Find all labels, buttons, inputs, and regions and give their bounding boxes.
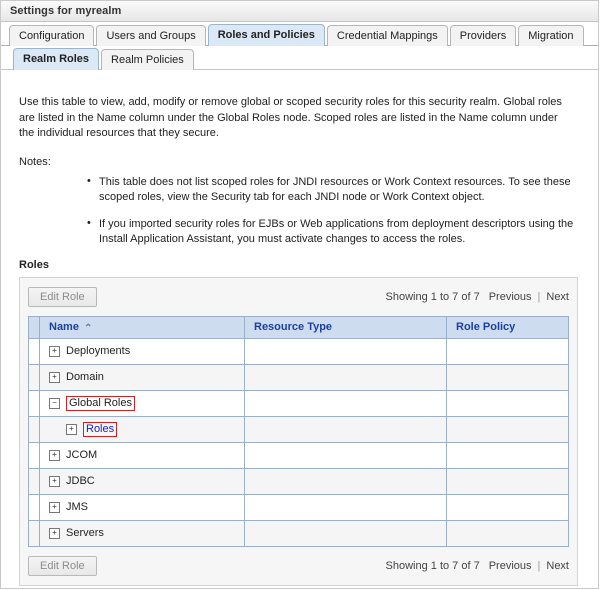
row-resource-type-cell (245, 468, 447, 494)
expander-glyph: + (52, 449, 57, 459)
notes-label: Notes: (19, 155, 51, 168)
pager-separator-bottom: | (537, 559, 541, 572)
tab-migration[interactable]: Migration (518, 25, 583, 46)
row-name-cell (40, 338, 245, 364)
row-resource-type-cell (245, 364, 447, 390)
row-select-cell[interactable] (29, 364, 40, 390)
tree-node (49, 501, 244, 513)
sort-ascending-icon[interactable]: ⌃ (83, 323, 92, 334)
row-select-cell[interactable] (29, 390, 40, 416)
row-select-cell[interactable] (29, 494, 40, 520)
note-item: • This table does not list scoped roles for JNDI resources or Work Context resources. To see these scoped roles, view the Security tab for each JNDI node or Work Context object. (87, 175, 578, 206)
collapse-minus-icon[interactable] (49, 398, 60, 409)
subtab-realm-policies[interactable]: Realm Policies (101, 49, 194, 70)
pager-showing-top: Showing 1 to 7 of 7 (385, 290, 480, 303)
tab-users-and-groups[interactable]: Users and Groups (96, 25, 205, 46)
subtab-realm-roles[interactable]: Realm Roles (13, 48, 99, 70)
window-title: Settings for myrealm (10, 5, 122, 17)
table-row[interactable] (29, 416, 569, 442)
row-resource-type-cell (245, 338, 447, 364)
table-row[interactable] (29, 520, 569, 546)
row-resource-type-cell (245, 442, 447, 468)
column-header-role-policy[interactable]: Role Policy (447, 316, 569, 338)
row-role-policy-cell (447, 364, 569, 390)
expand-plus-icon[interactable] (49, 450, 60, 461)
row-select-cell[interactable] (29, 520, 40, 546)
intro-paragraph: Use this table to view, add, modify or remove global or scoped security roles for this security realm. Global roles are listed in the Name column under the Global Roles node. Scoped roles are listed in the Name column under the individual resources that they secure. (19, 96, 562, 139)
edit-role-button-top[interactable]: Edit Role (28, 287, 97, 307)
expand-plus-icon[interactable] (66, 424, 77, 435)
pager-previous-top[interactable]: Previous (488, 290, 532, 303)
role-node-link[interactable]: Roles (83, 422, 117, 437)
row-select-cell[interactable] (29, 468, 40, 494)
tree-node (49, 397, 244, 410)
pager-previous-bottom[interactable]: Previous (488, 559, 532, 572)
expander-glyph: + (52, 475, 57, 485)
resource-node-label: Deployments (66, 345, 131, 357)
pager-next-top[interactable]: Next (546, 290, 569, 303)
tree-node (49, 423, 244, 436)
row-resource-type-cell (245, 520, 447, 546)
table-row[interactable] (29, 364, 569, 390)
expander-glyph: + (52, 371, 57, 381)
row-select-cell[interactable] (29, 338, 40, 364)
table-row[interactable] (29, 468, 569, 494)
pager-next-bottom[interactable]: Next (546, 559, 569, 572)
expand-plus-icon[interactable] (49, 346, 60, 357)
resource-node-label: JDBC (66, 475, 95, 487)
column-header-resource-type[interactable]: Resource Type (245, 316, 447, 338)
window-titlebar (1, 1, 598, 22)
row-role-policy-cell (447, 520, 569, 546)
secondary-tab-strip (1, 46, 598, 70)
pager-showing-bottom: Showing 1 to 7 of 7 (385, 559, 480, 572)
column-header-name[interactable] (40, 316, 245, 338)
table-row[interactable] (29, 442, 569, 468)
tree-node (49, 527, 244, 539)
roles-section-title: Roles (19, 258, 49, 271)
expand-plus-icon[interactable] (49, 528, 60, 539)
row-role-policy-cell (447, 468, 569, 494)
roles-panel (19, 277, 578, 586)
resource-node-label: JMS (66, 501, 88, 513)
roles-table-head (29, 316, 569, 338)
tree-node (49, 475, 244, 487)
tree-node (49, 345, 244, 357)
column-header-select (29, 316, 40, 338)
expand-plus-icon[interactable] (49, 476, 60, 487)
tree-node (49, 449, 244, 461)
resource-node-label: Servers (66, 527, 104, 539)
row-name-cell (40, 416, 245, 442)
edit-role-button-bottom[interactable]: Edit Role (28, 556, 97, 576)
row-name-cell (40, 364, 245, 390)
note-item: • If you imported security roles for EJBs or Web applications from deployment descriptors using the Install Application Assistant, you must activate changes to access the roles. (87, 217, 578, 248)
row-resource-type-cell (245, 494, 447, 520)
row-select-cell[interactable] (29, 416, 40, 442)
resource-node-label: Domain (66, 371, 104, 383)
row-name-cell (40, 520, 245, 546)
row-role-policy-cell (447, 338, 569, 364)
row-name-cell (40, 494, 245, 520)
roles-table (28, 316, 569, 547)
table-row[interactable] (29, 494, 569, 520)
roles-table-body (29, 338, 569, 546)
column-header-name-label: Name (49, 321, 79, 333)
resource-node-label: Global Roles (66, 396, 135, 411)
row-name-cell (40, 442, 245, 468)
expander-glyph: − (52, 397, 57, 407)
tab-roles-and-policies[interactable]: Roles and Policies (208, 24, 325, 46)
row-resource-type-cell (245, 416, 447, 442)
row-select-cell[interactable] (29, 442, 40, 468)
expander-glyph: + (69, 423, 74, 433)
pager-top (386, 291, 569, 303)
page-content (1, 70, 598, 586)
tab-providers[interactable]: Providers (450, 25, 516, 46)
expander-glyph: + (52, 345, 57, 355)
table-row[interactable] (29, 390, 569, 416)
expand-plus-icon[interactable] (49, 502, 60, 513)
row-name-cell (40, 468, 245, 494)
row-role-policy-cell (447, 442, 569, 468)
row-role-policy-cell (447, 390, 569, 416)
pager-bottom (386, 560, 569, 572)
row-role-policy-cell (447, 416, 569, 442)
notes-list (19, 175, 578, 248)
table-row[interactable] (29, 338, 569, 364)
roles-table-header-row (29, 316, 569, 338)
tab-credential-mappings[interactable]: Credential Mappings (327, 25, 448, 46)
row-resource-type-cell (245, 390, 447, 416)
resource-node-label: JCOM (66, 449, 98, 461)
row-name-cell (40, 390, 245, 416)
expander-glyph: + (52, 527, 57, 537)
tab-configuration[interactable]: Configuration (9, 25, 94, 46)
tree-node (49, 371, 244, 383)
row-role-policy-cell (447, 494, 569, 520)
expand-plus-icon[interactable] (49, 372, 60, 383)
roles-toolbar-top (28, 286, 569, 308)
expander-glyph: + (52, 501, 57, 511)
primary-tab-strip (1, 22, 598, 46)
pager-separator-top: | (537, 290, 541, 303)
roles-toolbar-bottom (28, 555, 569, 577)
